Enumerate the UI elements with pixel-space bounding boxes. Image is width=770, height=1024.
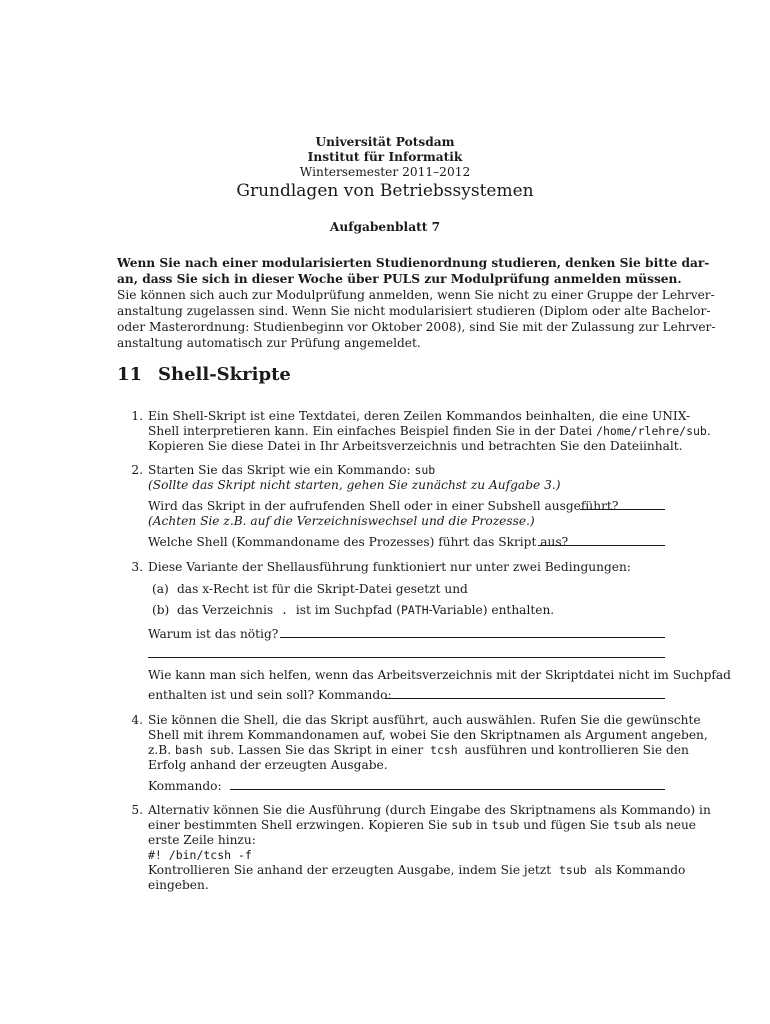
institute-name: Institut für Informatik xyxy=(307,150,463,164)
notice-bold-line-2: an, dass Sie sich in dieser Woche über PULS zur Modulprüfung anmelden müssen. xyxy=(117,272,682,286)
task-3-item-a-label: (a) xyxy=(152,582,169,596)
notice-line-5: oder Masterordnung: Studienbeginn vor Oktober 2008), sind Sie mit der Zulassung zur Lehrver- xyxy=(117,320,716,334)
task-5-command: tsub xyxy=(559,863,587,877)
task-2-question-1: Wird das Skript in der aufrufenden Shell oder in einer Subshell ausgeführt? xyxy=(148,499,619,513)
task-4-line-3-a: z.B. xyxy=(148,743,172,757)
task-2-line-1 xyxy=(148,463,435,477)
task-3-answer-line-2[interactable] xyxy=(148,657,665,658)
task-5-source-file: sub xyxy=(451,818,473,832)
task-5-number: 5. xyxy=(131,803,143,817)
task-3-item-b-text xyxy=(177,603,554,617)
task-3-item-b-label: (b) xyxy=(152,603,170,617)
task-5-line-3: erste Zeile hinzu: xyxy=(148,833,256,847)
task-3-answer-line-3[interactable] xyxy=(385,698,665,699)
task-4-question: Kommando: xyxy=(148,779,222,793)
task-3-answer-line-1[interactable] xyxy=(280,637,665,638)
task-3-question-1: Warum ist das nötig? xyxy=(148,627,279,641)
task-2-note: (Sollte das Skript nicht starten, gehen Sie zunächst zu Aufgabe 3.) xyxy=(148,478,561,492)
task-5-line-5-a: Kontrollieren Sie anhand der erzeugten Ausgabe, indem Sie jetzt xyxy=(148,863,552,877)
sheet-title: Aufgabenblatt 7 xyxy=(329,220,441,234)
task-5-line-6: eingeben. xyxy=(148,878,209,892)
task-2-line-1-text: Starten Sie das Skript wie ein Kommando: xyxy=(148,463,411,477)
task-3-dot-directory: . xyxy=(281,603,288,617)
task-2-question-2: Welche Shell (Kommandoname des Prozesses) führt das Skript aus? xyxy=(148,535,569,549)
task-3-item-a-text: das x-Recht ist für die Skript-Datei gesetzt und xyxy=(177,582,468,596)
task-1-line-1: Ein Shell-Skript ist eine Textdatei, deren Zeilen Kommandos beinhalten, die eine UNIX- xyxy=(148,409,691,423)
task-1-line-3: Kopieren Sie diese Datei in Ihr Arbeitsverzeichnis und betrachten Sie den Dateiinhalt. xyxy=(148,439,683,453)
section-title: Shell-Skripte xyxy=(158,364,291,385)
task-3-question-2-line-2: enthalten ist und sein soll? Kommando: xyxy=(148,688,392,702)
task-3-item-b-text-b: ist im Suchpfad ( xyxy=(295,603,401,617)
task-5-target-file-2: tsub xyxy=(613,818,641,832)
task-2-answer-line-2[interactable] xyxy=(538,545,665,546)
task-5-shebang: #! /bin/tcsh -f xyxy=(148,848,252,862)
course-title: Grundlagen von Betriebssystemen xyxy=(236,181,534,201)
task-4-answer-line[interactable] xyxy=(230,789,665,790)
task-2-question-1-hint: (Achten Sie z.B. auf die Verzeichniswechsel und die Prozesse.) xyxy=(148,514,535,528)
task-5-line-2-a: einer bestimmten Shell erzwingen. Kopieren Sie xyxy=(148,818,448,832)
task-3-line-1: Diese Variante der Shellausführung funktioniert nur unter zwei Bedingungen: xyxy=(148,560,631,574)
task-5-line-5 xyxy=(148,863,685,877)
task-3-path-variable: PATH xyxy=(400,603,429,617)
task-4-line-1: Sie können die Shell, die das Skript ausführt, auch auswählen. Rufen Sie die gewünschte xyxy=(148,713,701,727)
section-number: 11 xyxy=(117,364,143,385)
task-4-shell-name: tcsh xyxy=(430,743,458,757)
task-2-command: sub xyxy=(414,463,436,477)
task-1-number: 1. xyxy=(131,409,143,423)
task-1-line-2-text: Shell interpretieren kann. Ein einfaches Beispiel finden Sie in der Datei xyxy=(148,424,593,438)
task-2-number: 2. xyxy=(131,463,143,477)
task-1-file-path: /home/rlehre/sub xyxy=(596,424,707,438)
task-4-line-4: Erfolg anhand der erzeugten Ausgabe. xyxy=(148,758,388,772)
task-4-example-command: bash sub xyxy=(175,743,231,757)
task-3-item-b-text-a: das Verzeichnis xyxy=(177,603,274,617)
notice-line-4: anstaltung zugelassen sind. Wenn Sie nicht modularisiert studieren (Diplom oder alte Bachelor- xyxy=(117,304,711,318)
task-3-number: 3. xyxy=(131,560,143,574)
task-4-line-3-b: . Lassen Sie das Skript in einer xyxy=(230,743,424,757)
task-5-line-2 xyxy=(148,818,696,832)
university-name: Universität Potsdam xyxy=(315,135,455,149)
task-3-item-b-text-c: -Variable) enthalten. xyxy=(428,603,555,617)
task-5-line-5-b: als Kommando xyxy=(594,863,686,877)
task-5-line-1: Alternativ können Sie die Ausführung (durch Eingabe des Skriptnamens als Kommando) in xyxy=(148,803,711,817)
task-4-number: 4. xyxy=(131,713,143,727)
task-5-line-2-d: als neue xyxy=(644,818,697,832)
task-4-line-3-c: ausführen und kontrollieren Sie den xyxy=(464,743,689,757)
task-1-line-2 xyxy=(148,424,711,438)
semester: Wintersemester 2011–2012 xyxy=(299,165,471,179)
notice-bold-line-1: Wenn Sie nach einer modularisierten Studienordnung studieren, denken Sie bitte dar- xyxy=(117,256,710,270)
task-5-line-2-b: in xyxy=(476,818,488,832)
task-4-line-2: Shell mit ihrem Kommandonamen auf, wobei Sie den Skriptnamen als Argument angeben, xyxy=(148,728,708,742)
task-3-question-2-line-1: Wie kann man sich helfen, wenn das Arbeitsverzeichnis mit der Skriptdatei nicht im Suchpfad xyxy=(148,668,731,682)
notice-line-6: anstaltung automatisch zur Prüfung angemeldet. xyxy=(117,336,421,350)
task-1-line-2-end: . xyxy=(706,424,711,438)
task-2-answer-line-1[interactable] xyxy=(580,509,665,510)
notice-line-3: Sie können sich auch zur Modulprüfung anmelden, wenn Sie nicht zu einer Gruppe der Lehrver- xyxy=(117,288,715,302)
task-4-line-3 xyxy=(148,743,689,757)
task-5-target-file: tsub xyxy=(491,818,520,832)
task-5-line-2-c: und fügen Sie xyxy=(523,818,610,832)
